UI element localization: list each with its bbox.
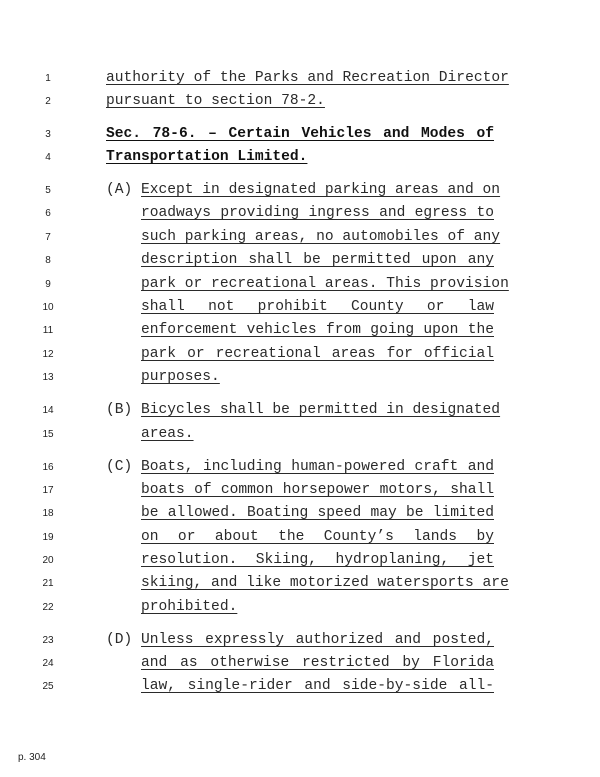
line-number: 21 <box>42 578 54 589</box>
line-number: 4 <box>45 152 51 163</box>
body-text-line: on or about the County’s lands by <box>141 529 494 545</box>
line-number: 13 <box>42 372 54 383</box>
line-number: 2 <box>45 96 51 107</box>
body-text-line: roadways providing ingress and egress to <box>141 205 494 221</box>
subsection-label-c: (C) <box>106 459 133 475</box>
line-number: 9 <box>45 279 51 290</box>
line-number: 19 <box>42 532 54 543</box>
line-number: 25 <box>42 681 54 692</box>
line-number: 16 <box>42 462 54 473</box>
section-heading: Sec. 78-6. – Certain Vehicles and Modes of <box>106 126 494 142</box>
line-number: 15 <box>42 429 54 440</box>
body-text-line: be allowed. Boating speed may be limited <box>141 505 494 521</box>
page-number: p. 304 <box>18 752 46 763</box>
body-text-line: skiing, and like motorized watersports are <box>141 575 509 591</box>
line-number: 5 <box>45 185 51 196</box>
body-text-line: authority of the Parks and Recreation Director <box>106 70 509 86</box>
body-text-line: purposes. <box>141 369 220 385</box>
section-heading: Transportation Limited. <box>106 149 308 165</box>
body-text-line: pursuant to section 78-2. <box>106 93 325 109</box>
subsection-label-b: (B) <box>106 402 133 418</box>
body-text-line: boats of common horsepower motors, shall <box>141 482 494 498</box>
body-text-line: description shall be permitted upon any <box>141 252 494 268</box>
body-text-line: park or recreational areas. This provision <box>141 276 509 292</box>
line-number: 14 <box>42 405 54 416</box>
subsection-label-d: (D) <box>106 632 133 648</box>
line-number: 23 <box>42 635 54 646</box>
line-number: 22 <box>42 602 54 613</box>
body-text-line: and as otherwise restricted by Florida <box>141 655 494 671</box>
line-number: 20 <box>42 555 54 566</box>
subsection-label-a: (A) <box>106 182 133 198</box>
line-number: 11 <box>42 325 54 336</box>
line-number: 18 <box>42 508 54 519</box>
line-number: 10 <box>42 302 54 313</box>
line-number: 3 <box>45 129 51 140</box>
line-number: 17 <box>42 485 54 496</box>
line-number: 8 <box>45 255 51 266</box>
line-number: 12 <box>42 349 54 360</box>
body-text-line: Except in designated parking areas and on <box>141 182 501 198</box>
line-number: 6 <box>45 208 51 219</box>
body-text-line: areas. <box>141 426 194 442</box>
line-number: 7 <box>45 232 51 243</box>
body-text-line: park or recreational areas for official <box>141 346 494 362</box>
body-text-line: Boats, including human-powered craft and <box>141 459 494 475</box>
body-text-line: Unless expressly authorized and posted, <box>141 632 494 648</box>
body-text-line: shall not prohibit County or law <box>141 299 494 315</box>
body-text-line: law, single-rider and side-by-side all- <box>141 678 494 694</box>
body-text-line: prohibited. <box>141 599 238 615</box>
line-number: 1 <box>45 73 51 84</box>
body-text-line: Bicycles shall be permitted in designated <box>141 402 501 418</box>
body-text-line: resolution. Skiing, hydroplaning, jet <box>141 552 494 568</box>
body-text-line: such parking areas, no automobiles of any <box>141 229 501 245</box>
line-number: 24 <box>42 658 54 669</box>
body-text-line: enforcement vehicles from going upon the <box>141 322 494 338</box>
